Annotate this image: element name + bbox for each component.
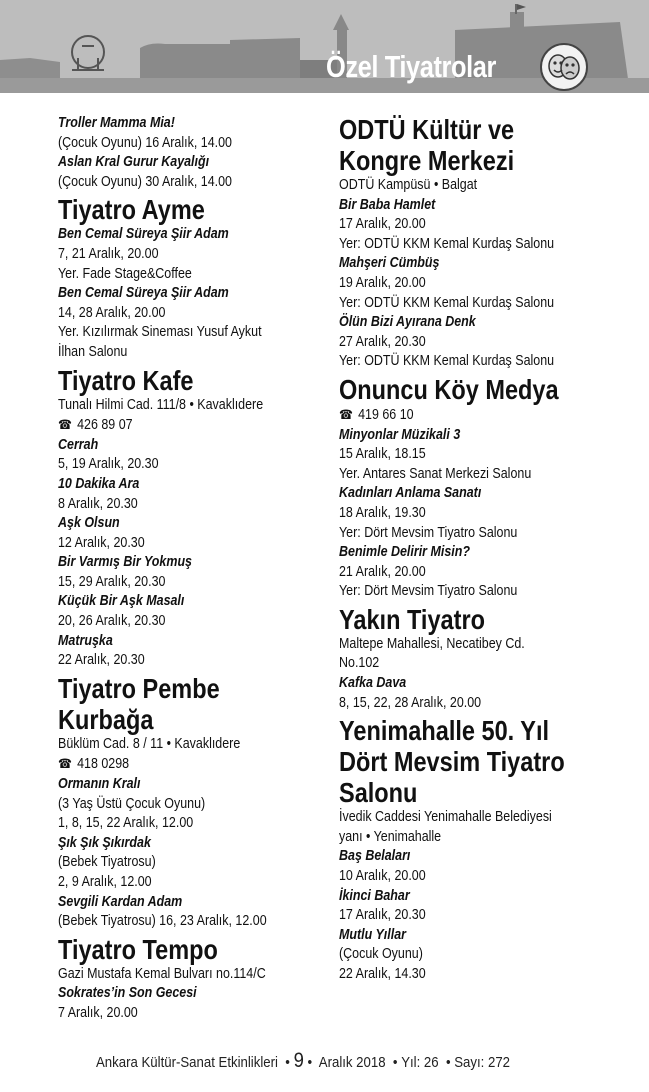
theater-masks-icon xyxy=(539,42,589,92)
event-detail: 5, 19 Aralık, 20.30 xyxy=(58,456,159,473)
venue-heading: Tiyatro Tempo xyxy=(58,933,218,965)
issue-month: Aralık 2018 xyxy=(318,1054,386,1071)
event-detail: Yer. Fade Stage&Coffee xyxy=(58,265,192,282)
event-detail: Yer: ODTÜ KKM Kemal Kurdaş Salonu xyxy=(339,294,555,311)
play-title: 10 Dakika Ara xyxy=(58,475,140,492)
phone-number-line xyxy=(339,405,597,426)
play-title: Ölün Bizi Ayırana Denk xyxy=(339,314,476,331)
play-title: Matruşka xyxy=(58,632,113,649)
left-column xyxy=(58,114,328,1024)
play-title: Mahşeri Cümbüş xyxy=(339,255,440,272)
play-title: Mutlu Yıllar xyxy=(339,926,406,943)
event-detail: (Bebek Tiyatrosu) 16, 23 Aralık, 12.00 xyxy=(58,913,267,930)
event-detail: 2, 9 Aralık, 12.00 xyxy=(58,874,152,890)
event-detail: Maltepe Mahallesi, Necatibey Cd. xyxy=(339,635,525,652)
event-detail: (3 Yaş Üstü Çocuk Oyunu) xyxy=(58,795,206,812)
venue-heading: Onuncu Köy Medya xyxy=(339,373,559,405)
publication-name: Ankara Kültür-Sanat Etkinlikleri xyxy=(96,1054,278,1071)
event-detail: 15, 29 Aralık, 20.30 xyxy=(58,573,166,590)
venue-heading: Dört Mevsim Tiyatro xyxy=(339,746,565,778)
header-banner xyxy=(0,0,649,93)
play-title: Cerrah xyxy=(58,436,99,453)
event-detail: (Bebek Tiyatrosu) xyxy=(58,854,156,871)
event-detail: Büklüm Cad. 8 / 11 • Kavaklıdere xyxy=(58,735,241,752)
phone-number: 418 0298 xyxy=(77,756,130,773)
venue-heading: Tiyatro Ayme xyxy=(58,194,205,226)
event-detail: 10 Aralık, 20.00 xyxy=(339,868,426,885)
play-title: Ormanın Kralı xyxy=(58,776,141,793)
play-title: Baş Belaları xyxy=(339,848,411,865)
phone-number-line xyxy=(58,415,290,436)
event-detail: (Çocuk Oyunu) xyxy=(339,946,423,963)
play-title: İkinci Bahar xyxy=(339,887,410,904)
event-detail: Gazi Mustafa Kemal Bulvarı no.114/C xyxy=(58,965,266,982)
play-title: Küçük Bir Aşk Masalı xyxy=(58,593,185,610)
play-title: Bir Baba Hamlet xyxy=(339,196,436,213)
phone-icon: ☎ xyxy=(339,406,353,422)
event-detail: 8, 15, 22, 28 Aralık, 20.00 xyxy=(339,694,482,711)
event-detail: 12 Aralık, 20.30 xyxy=(58,534,145,551)
play-title: Şık Şık Şıkırdak xyxy=(58,834,151,851)
event-detail: 20, 26 Aralık, 20.30 xyxy=(58,613,166,630)
event-detail: 8 Aralık, 20.30 xyxy=(58,495,138,512)
event-detail: Yer: ODTÜ KKM Kemal Kurdaş Salonu xyxy=(339,235,555,252)
venue-heading: Tiyatro Kafe xyxy=(58,364,194,396)
venue-heading: Kurbağa xyxy=(58,703,154,735)
event-detail: Yer. Kızılırmak Sineması Yusuf Aykut xyxy=(58,324,262,341)
play-title: Minyonlar Müzikali 3 xyxy=(339,426,461,443)
event-detail: Tunalı Hilmi Cad. 111/8 • Kavaklıdere xyxy=(58,396,264,413)
phone-icon: ☎ xyxy=(58,417,72,433)
issue-year: Yıl: 26 xyxy=(401,1054,439,1071)
event-detail: Yer. Antares Sanat Merkezi Salonu xyxy=(339,465,532,482)
event-detail: 7, 21 Aralık, 20.00 xyxy=(58,245,159,262)
play-title: Sevgili Kardan Adam xyxy=(58,893,183,910)
event-detail: 14, 28 Aralık, 20.00 xyxy=(58,304,166,321)
venue-heading: Tiyatro Pembe xyxy=(58,672,220,704)
event-detail: Yer: Dört Mevsim Tiyatro Salonu xyxy=(339,583,518,600)
venue-heading: Yenimahalle 50. Yıl xyxy=(339,715,550,747)
phone-icon: ☎ xyxy=(58,756,72,772)
play-title: Aslan Kral Gurur Kayalığı xyxy=(58,154,210,171)
page-footer: Ankara Kültür-Sanat Etkinlikleri • 9 • Aralık 2018 • Yıl: 26 • Sayı: 272 xyxy=(96,1049,511,1072)
event-detail: İvedik Caddesi Yenimahalle Belediyesi xyxy=(339,809,552,826)
event-detail: 22 Aralık, 20.30 xyxy=(58,652,145,669)
event-detail: 1, 8, 15, 22 Aralık, 12.00 xyxy=(58,815,194,832)
event-detail: 21 Aralık, 20.00 xyxy=(339,563,426,580)
play-title: Ben Cemal Süreya Şiir Adam xyxy=(58,226,229,243)
venue-heading: Salonu xyxy=(339,777,418,809)
play-title: Benimle Delirir Misin? xyxy=(339,544,470,561)
phone-number-line xyxy=(58,754,290,775)
event-detail: 15 Aralık, 18.15 xyxy=(339,446,426,463)
event-detail: No.102 xyxy=(339,655,380,672)
phone-number: 419 66 10 xyxy=(358,406,414,423)
play-title: Sokrates’in Son Gecesi xyxy=(58,985,197,1002)
event-detail: 17 Aralık, 20.30 xyxy=(339,907,426,924)
event-detail: ODTÜ Kampüsü • Balgat xyxy=(339,177,478,193)
event-detail: 17 Aralık, 20.00 xyxy=(339,216,426,233)
play-title: Ben Cemal Süreya Şiir Adam xyxy=(58,285,229,302)
play-title: Troller Mamma Mia! xyxy=(58,115,175,131)
event-detail: 7 Aralık, 20.00 xyxy=(58,1004,138,1021)
event-detail: (Çocuk Oyunu) 30 Aralık, 14.00 xyxy=(58,173,232,190)
phone-number: 426 89 07 xyxy=(77,417,133,434)
event-detail: (Çocuk Oyunu) 16 Aralık, 14.00 xyxy=(58,134,232,151)
right-column xyxy=(339,114,639,985)
venue-heading: Kongre Merkezi xyxy=(339,145,515,176)
event-detail: 19 Aralık, 20.00 xyxy=(339,274,426,291)
play-title: Kafka Dava xyxy=(339,675,407,692)
event-detail: Yer: Dört Mevsim Tiyatro Salonu xyxy=(339,524,518,541)
event-detail: yanı • Yenimahalle xyxy=(339,828,442,845)
event-detail: 18 Aralık, 19.30 xyxy=(339,504,426,521)
event-detail: Yer: ODTÜ KKM Kemal Kurdaş Salonu xyxy=(339,353,555,370)
venue-heading: Yakın Tiyatro xyxy=(339,603,485,635)
event-detail: 22 Aralık, 14.30 xyxy=(339,966,426,982)
play-title: Kadınları Anlama Sanatı xyxy=(339,485,482,502)
issue-number: Sayı: 272 xyxy=(454,1054,511,1071)
section-title: Özel Tiyatrolar xyxy=(326,49,496,84)
event-detail: 27 Aralık, 20.30 xyxy=(339,333,426,350)
venue-heading: ODTÜ Kültür ve xyxy=(339,114,515,145)
event-detail: İlhan Salonu xyxy=(58,343,128,360)
page-number: 9 xyxy=(293,1049,304,1072)
play-title: Aşk Olsun xyxy=(58,515,120,532)
play-title: Bir Varmış Bir Yokmuş xyxy=(58,554,192,571)
